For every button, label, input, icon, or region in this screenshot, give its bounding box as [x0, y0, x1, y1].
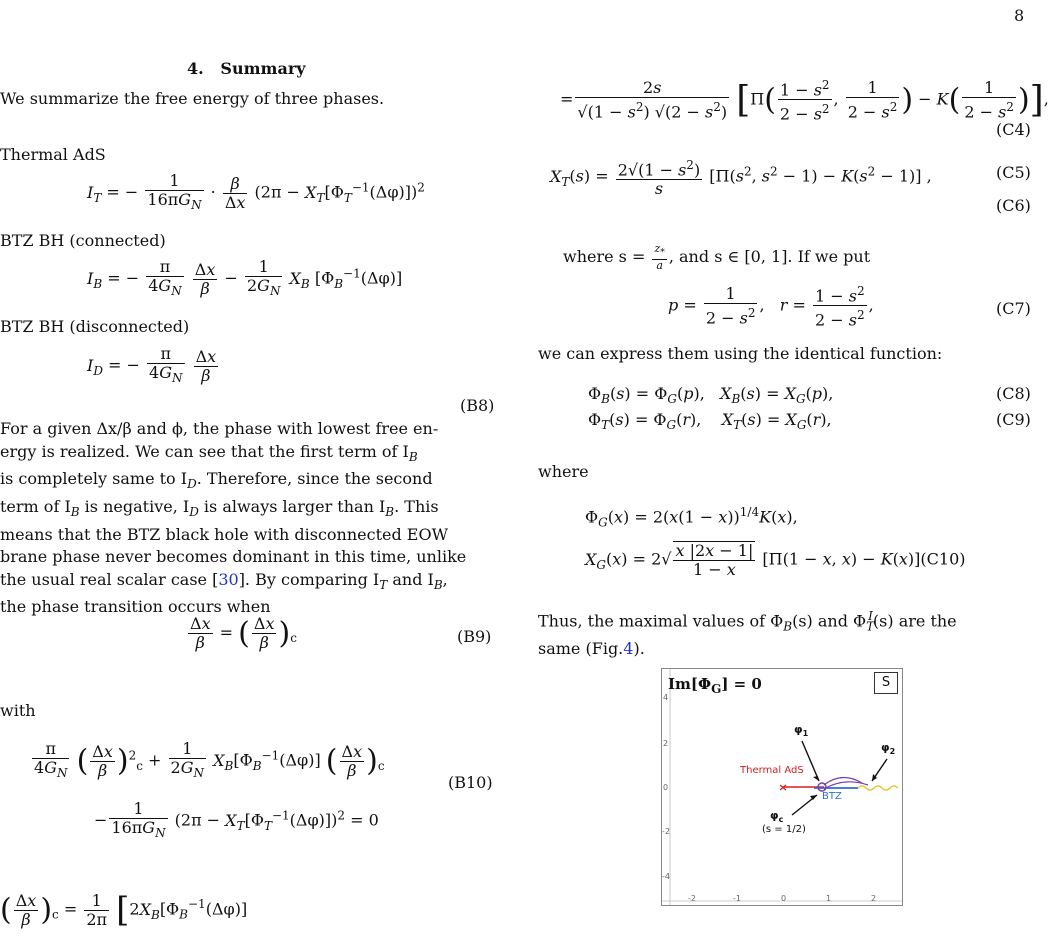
x-tick: 0	[781, 894, 787, 903]
section-title: 4. Summary	[187, 59, 306, 78]
page-number: 8	[1014, 6, 1025, 25]
equation-b9: $\frac{\Delta x}{\beta}$ = ( $\frac{\Delta x}{\beta}$ )$_c$	[190, 614, 297, 652]
where-text: where	[538, 462, 589, 481]
eq-number-c4: (C4)	[996, 120, 1031, 139]
label-btz-fig: BTZ	[822, 791, 842, 802]
eq-number-c5: (C5)	[996, 163, 1031, 182]
label-phic: $\varphi_c$	[770, 809, 784, 825]
equation-c8: $\Phi_B(s) = \Phi_G(p)$, $X_B(s) = X_G(p)$,	[588, 384, 834, 407]
label-thermal-ads: Thermal AdS	[0, 145, 106, 164]
branch-cut	[858, 786, 898, 790]
figure-title: $Im[\Phi_G] = 0$	[668, 675, 762, 696]
figure-4	[661, 668, 903, 906]
eq-number-c9: (C9)	[996, 410, 1031, 429]
figure-corner-label: S	[874, 672, 898, 694]
figure-link[interactable]: 4	[623, 639, 634, 659]
equation-c9: $\Phi_T(s) = \Phi_G(r)$, $X_T(s) = X_G(r)$,	[588, 410, 832, 433]
paragraph-phase: For a given Δx/β and ϕ, the phase with lowest free en- ergy is realized. We can see that the first term of $I_B$ is completely same to $I_D$. Therefore, since the second term of $I_B$ is negative, $I_D$ is always larger than $I_B$. This means that the BTZ black hole with disconnected EOW brane phase never becomes dominant in this time, unlike the usual real scalar case [30]. By comparing $I_T$ and $I_B$, the phase transition occurs when	[0, 419, 467, 617]
y-tick: -4	[662, 872, 670, 881]
y-tick: 0	[663, 783, 669, 792]
equation-c4: = $\frac{2s}{√(1 - s^2) √(2 - s^2)}$ [Π( $\frac{1 - s^2}{2 - s^2}$ , $\frac{1}{2 - s^2}$ ) − K( $\frac{1}{2 - s^2}$ )],	[560, 77, 1049, 124]
equation-ib: $I_B$ = − $\frac{\pi}{4G_N}$ $\frac{\Delta x}{\beta}$ − $\frac{1}{2G_N}$ $X_B$ $[\Phi_B^{-1}(\Delta\varphi)]$	[87, 257, 403, 299]
x-tick: 1	[826, 894, 832, 903]
equation-it: $I_T$ = − $\frac{1}{16\pi G_N}$ · $\frac{\beta}{\Delta x}$ $(2\pi - X_T[\Phi_T^{-1}(\Delta\varphi)])^2$	[87, 171, 425, 213]
equation-c10-line2: $X_G(x) = 2√$ $\frac{x |2x - 1|}{1 - x}$ [Π(1 − x, x) − K(x)](C10)	[585, 541, 966, 579]
equation-b10-line2: − $\frac{1}{16\pi G_N}$ $(2\pi - X_T[\Phi_T^{-1}(\Delta\varphi)])^2 = 0$	[94, 799, 379, 841]
eq-number-c6: (C6)	[996, 196, 1031, 215]
label-s-half: (s = 1/2)	[762, 824, 806, 835]
citation-link[interactable]: 30	[218, 569, 239, 589]
label-phi2: $\varphi_2$	[881, 741, 896, 757]
eq-number-b10: (B10)	[448, 773, 493, 792]
where-s-text: where s = $\frac{z_*}{a}$ , and s ∈ [0, 1]. If we put	[563, 242, 871, 273]
y-tick: 2	[663, 739, 669, 748]
eq-number-c7: (C7)	[996, 299, 1031, 318]
y-tick: 4	[663, 693, 669, 702]
paragraph-thus: Thus, the maximal values of $\Phi_B(s)$ and $\Phi_T^I(s)$ are the same (Fig.4).	[538, 609, 957, 659]
equation-c10-line1: $\Phi_G(x) = 2(x(1 - x))^{1/4}K(x)$,	[585, 505, 798, 530]
x-tick: -2	[688, 894, 696, 903]
label-bh-connected: BTZ BH (connected)	[0, 231, 166, 250]
x-tick: 2	[871, 894, 877, 903]
equation-id: $I_D$ = − $\frac{\pi}{4G_N}$ $\frac{\Delta x}{\beta}$	[87, 344, 217, 386]
equation-b10-line1: $\frac{\pi}{4G_N}$ ( $\frac{\Delta x}{\beta}$ )$^2_c$ + $\frac{1}{2G_N}$ $X_B[\Phi_B^{-1}(\Delta\varphi)]$ ( $\frac{\Delta x}{\beta}$ )$_c$	[34, 739, 385, 781]
eq-number-c10: (C10)	[920, 549, 966, 569]
label-phi1: $\varphi_1$	[794, 723, 809, 739]
figure-plot	[662, 669, 902, 905]
equation-critical: ( $\frac{\Delta x}{\beta}$ )$_c$ = $\frac{1}{2\pi}$ [$2X_B[\Phi_B^{-1}(\Delta\varphi)]$	[0, 890, 248, 930]
express-text: we can express them using the identical function:	[538, 344, 943, 363]
intro-text: We summarize the free energy of three phases.	[0, 89, 385, 108]
y-tick: -2	[662, 827, 670, 836]
eq-number-b8: (B8)	[460, 396, 495, 415]
arc-1	[824, 777, 862, 785]
label-thermal-ads-fig: Thermal AdS	[740, 765, 804, 776]
eq-number-b9: (B9)	[457, 627, 492, 646]
label-bh-disconnected: BTZ BH (disconnected)	[0, 317, 190, 336]
equation-c7: p = $\frac{1}{2 - s^2}$ , r = $\frac{1 - s^2}{2 - s^2}$ ,	[668, 283, 874, 330]
equation-c5: $X_T(s)$ = $\frac{2√(1 - s^2)}{s}$ [$\Pi(s^2$, $s^2 - 1) - K(s^2 - 1)$] ,	[550, 158, 932, 199]
with-text: with	[0, 701, 36, 720]
eq-number-c8: (C8)	[996, 384, 1031, 403]
x-tick: -1	[733, 894, 741, 903]
